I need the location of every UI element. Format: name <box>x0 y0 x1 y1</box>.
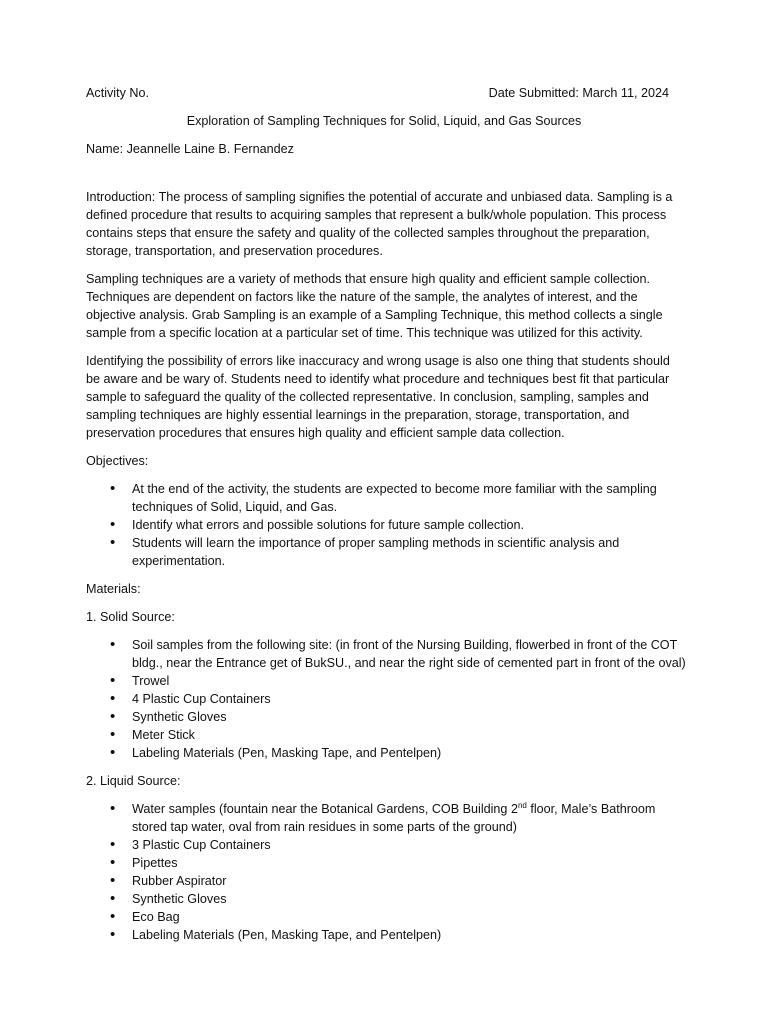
solid-source-heading: 1. Solid Source: <box>86 610 175 624</box>
list-item: • Labeling Materials (Pen, Masking Tape, and Pentelpen) <box>132 744 686 762</box>
document-title: Exploration of Sampling Techniques for Solid, Liquid, and Gas Sources <box>186 114 582 128</box>
list-item: • Meter Stick <box>132 726 686 744</box>
list-item: • Pipettes <box>132 854 686 872</box>
author-name: Name: Jeannelle Laine B. Fernandez <box>86 142 294 156</box>
list-item: • Synthetic Gloves <box>132 890 686 908</box>
errors-paragraph: Identifying the possibility of errors like inaccuracy and wrong usage is also one thing that students should be aware and be wary of. Students need to identify what procedure and techniques best fit that particular sample to safeguard the quality of the collected representative. In conclusion, sampling, samples and sampling techniques are highly essential learnings in the preparation, storage, transportation, and preservation procedures that ensures high quality and efficient sample data collection. <box>86 354 670 440</box>
objectives-heading: Objectives: <box>86 454 149 468</box>
intro-paragraph: Introduction: The process of sampling signifies the potential of accurate and unbiased data. Sampling is a defined procedure that results to acquiring samples that represent a bulk/whole population. This process contains steps that ensure the safety and quality of the collected samples throughout the preparation, storage, transportation, and preservation procedures. <box>86 190 673 258</box>
date-submitted: Date Submitted: March 11, 2024 <box>488 86 669 100</box>
ordinal-superscript: nd <box>517 800 527 810</box>
list-item: • 3 Plastic Cup Containers <box>132 836 686 854</box>
list-item-water-samples <box>132 800 686 836</box>
list-item: • Trowel <box>132 672 686 690</box>
list-item: • Labeling Materials (Pen, Masking Tape, and Pentelpen) <box>132 926 686 944</box>
list-item: • At the end of the activity, the students are expected to become more familiar with the sampling techniques of Solid, Liquid, and Gas. <box>132 480 686 516</box>
list-item: • Identify what errors and possible solutions for future sample collection. <box>132 516 686 534</box>
document-body <box>86 84 686 944</box>
techniques-paragraph: Sampling techniques are a variety of methods that ensure high quality and efficient sample collection. Techniques are dependent on factors like the nature of the sample, the analytes of interest, and the objective analysis. Grab Sampling is an example of a Sampling Technique, this method collects a single sample from a specific location at a particular set of time. This technique was utilized for this activity. <box>86 272 663 340</box>
materials-heading: Materials: <box>86 582 141 596</box>
water-samples-text: Water samples (fountain near the Botanical Gardens, COB Building 2 <box>132 802 518 816</box>
list-item: • Synthetic Gloves <box>132 708 686 726</box>
list-item: • 4 Plastic Cup Containers <box>132 690 686 708</box>
header-row <box>86 84 669 102</box>
list-item: • Eco Bag <box>132 908 686 926</box>
list-item: • Students will learn the importance of proper sampling methods in scientific analysis and experimentation. <box>132 534 686 570</box>
liquid-materials-list <box>86 800 686 944</box>
list-item: • Soil samples from the following site: (in front of the Nursing Building, flowerbed in front of the COT bldg., near the Entrance get of BukSU., and near the right side of cemented part in front of the oval) <box>132 636 686 672</box>
activity-number: Activity No. <box>86 86 149 100</box>
list-item: • Rubber Aspirator <box>132 872 686 890</box>
objectives-list <box>86 480 686 570</box>
water-samples-text-rest: floor, Male’s Bathroom stored tap water, oval from rain residues in some parts of the ground) <box>132 802 656 834</box>
solid-materials-list <box>86 636 686 762</box>
liquid-source-heading: 2. Liquid Source: <box>86 774 181 788</box>
